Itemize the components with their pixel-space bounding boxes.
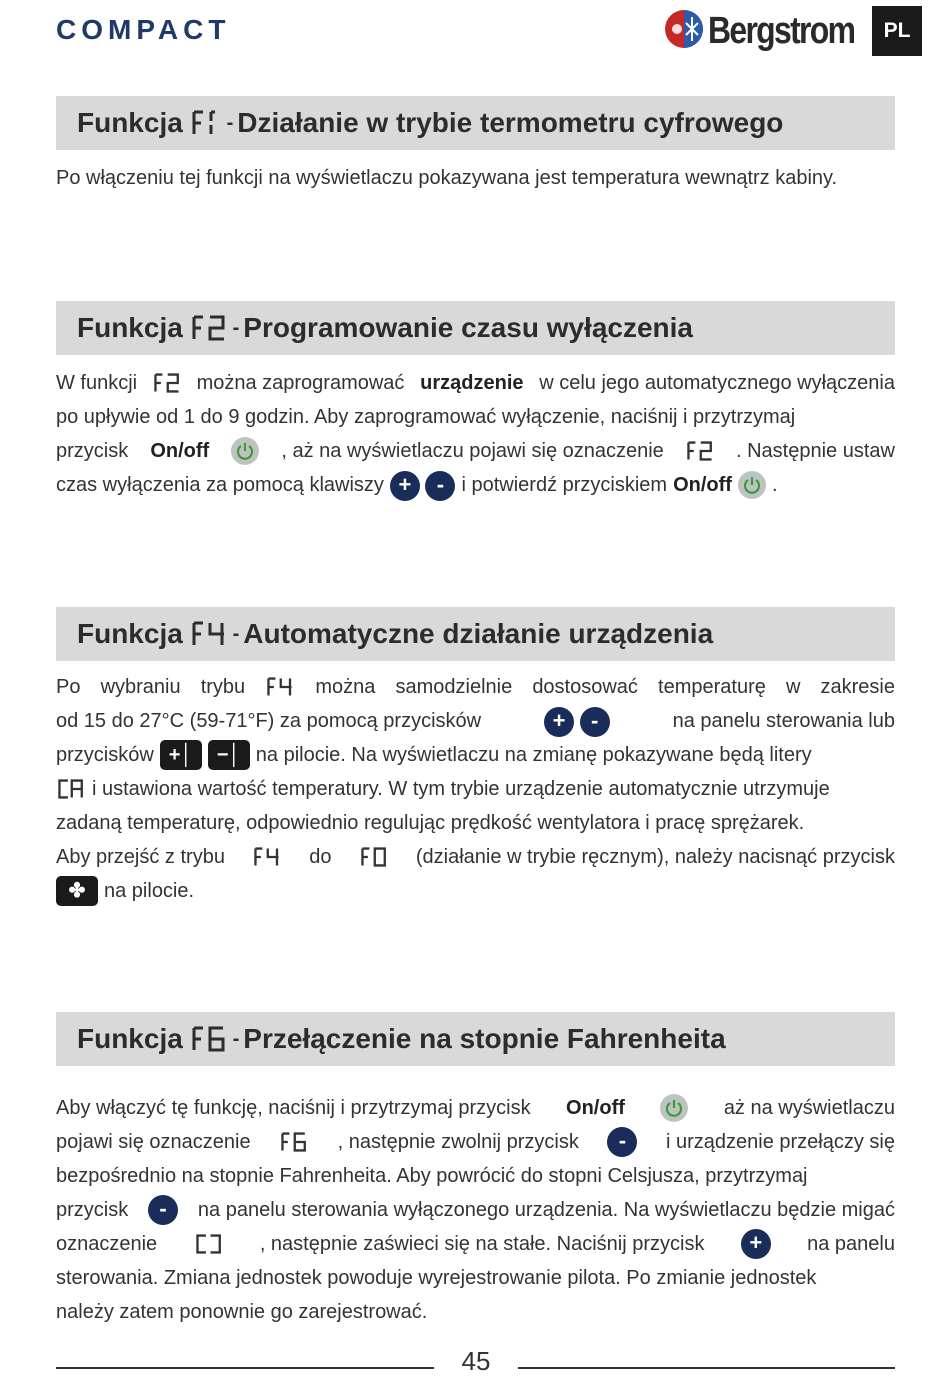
- display-code-f4: [252, 847, 282, 867]
- title-prefix: Funkcja: [77, 107, 183, 138]
- display-code-c-bracket: [194, 1234, 224, 1254]
- title-text: Automatyczne działanie urządzenia: [243, 618, 714, 649]
- plus-button-icon: +: [544, 707, 574, 737]
- section-body-f6: Aby włączyć tę funkcję, naciśnij i przytrzymaj przycisk On/off aż na wyświetlaczu pojawi się oznaczenie , następnie zwolnij przycisk - i urządzenie przełączy się bezpośrednio na stopnie Fahrenheita. Aby powrócić do stopni Celsjusza, przytrzymaj przycisk - na panelu sterowania wyłączonego urządzenia. Na wyświetlaczu będzie migać oznaczenie , następnie zaświeci się na stałe. Naciśnij przycisk + na panelu sterowania. Zmiana jednostek powoduje wyrejestrowanie pilota. Po zmianie jednostek należy zatem ponownie go zarejestrować.: [56, 1091, 895, 1329]
- title-prefix: Funkcja: [77, 1023, 183, 1054]
- minus-button-icon: -: [148, 1195, 178, 1225]
- remote-temp-up-icon: +│: [160, 740, 202, 770]
- title-prefix: Funkcja: [77, 312, 183, 343]
- title-text: Programowanie czasu wyłączenia: [243, 312, 694, 343]
- display-code-f2: [686, 441, 714, 461]
- display-code-f1: [191, 110, 221, 136]
- title-prefix: Funkcja: [77, 618, 183, 649]
- title-text: Działanie w trybie termometru cyfrowego: [237, 107, 784, 138]
- display-code-f2: [153, 373, 181, 393]
- paragraph-line: po upływie od 1 do 9 godzin. Aby zaprogramować wyłączenie, naciśnij i przytrzymaj: [56, 406, 796, 428]
- snowflake-sun-icon: [664, 9, 704, 54]
- section-body-f2: W funkcji można zaprogramować urządzenie w celu jego automatycznego wyłączenia po upływie od 1 do 9 godzin. Aby zaprogramować wyłączenie, naciśnij i przytrzymaj przycisk On/off , aż na wyświetlaczu pojawi się oznaczenie . Następnie ustaw czas wyłączenia za pomocą klawiszy + - i potwierdź przyciskiem On/off .: [56, 366, 895, 502]
- paragraph-line: należy zatem ponownie go zarejestrować.: [56, 1301, 428, 1323]
- display-code-f6: [279, 1132, 309, 1152]
- section-title-f2: Funkcja - Programowanie czasu wyłączenia: [56, 301, 895, 355]
- display-code-f4: [191, 621, 227, 647]
- footer-divider-right: [518, 1367, 895, 1369]
- power-button-icon: [738, 471, 766, 499]
- paragraph-line: bezpośrednio na stopnie Fahrenheita. Aby powrócić do stopni Celsjusza, przytrzymaj: [56, 1165, 808, 1187]
- section-body-f1: [56, 161, 895, 195]
- section-title-f6: Funkcja - Przełączenie na stopnie Fahrenheita: [56, 1012, 895, 1066]
- brand-name: Bergstrom: [708, 9, 855, 52]
- language-badge: PL: [872, 6, 922, 56]
- display-code-f6: [191, 1026, 227, 1052]
- footer-divider-left: [56, 1367, 434, 1369]
- section-body-f4: Po wybraniu trybu można samodzielnie dostosować temperaturę w zakresie od 15 do 27°C (59-71°F) za pomocą przycisków + - na panelu sterowania lub przycisków +│ −│ na pilocie. Na wyświetlaczu na zmianę pokazywane będą litery i ustawiona wartość temperatury. W tym trybie urządzenie automatycznie utrzymuje zadaną temperaturę, odpowiednio regulując prędkość wentylatora i pracę sprężarek. Aby przejść z trybu do (działanie w trybie ręcznym), należy nacisnąć przycisk ✤ na pilocie.: [56, 670, 895, 908]
- section-title-f1: Funkcja - Działanie w trybie termometru cyfrowego: [56, 96, 895, 150]
- page-number: 45: [461, 1346, 491, 1376]
- display-code-f0: [359, 847, 389, 867]
- plus-button-icon: +: [741, 1229, 771, 1259]
- minus-button-icon: -: [607, 1127, 637, 1157]
- minus-button-icon: -: [425, 471, 455, 501]
- display-code-f2: [191, 315, 227, 341]
- minus-button-icon: -: [580, 707, 610, 737]
- plus-button-icon: +: [390, 471, 420, 501]
- bergstrom-logo: [664, 6, 882, 56]
- power-button-icon: [660, 1094, 688, 1122]
- fan-button-icon: ✤: [56, 876, 98, 906]
- paragraph-line: Po włączeniu tej funkcji na wyświetlaczu pokazywana jest temperatura wewnątrz kabiny.: [56, 167, 838, 189]
- section-title-f4: Funkcja - Automatyczne działanie urządzenia: [56, 607, 895, 661]
- title-text: Przełączenie na stopnie Fahrenheita: [243, 1023, 726, 1054]
- paragraph-line: sterowania. Zmiana jednostek powoduje wyrejestrowanie pilota. Po zmianie jednostek: [56, 1267, 817, 1289]
- display-code-ca: [56, 779, 86, 799]
- display-code-f4: [265, 677, 295, 697]
- power-button-icon: [231, 437, 259, 465]
- remote-temp-down-icon: −│: [208, 740, 250, 770]
- compact-logo: COMPACT: [56, 14, 231, 45]
- paragraph-line: zadaną temperaturę, odpowiednio regulując prędkość wentylatora i pracę sprężarek.: [56, 812, 805, 834]
